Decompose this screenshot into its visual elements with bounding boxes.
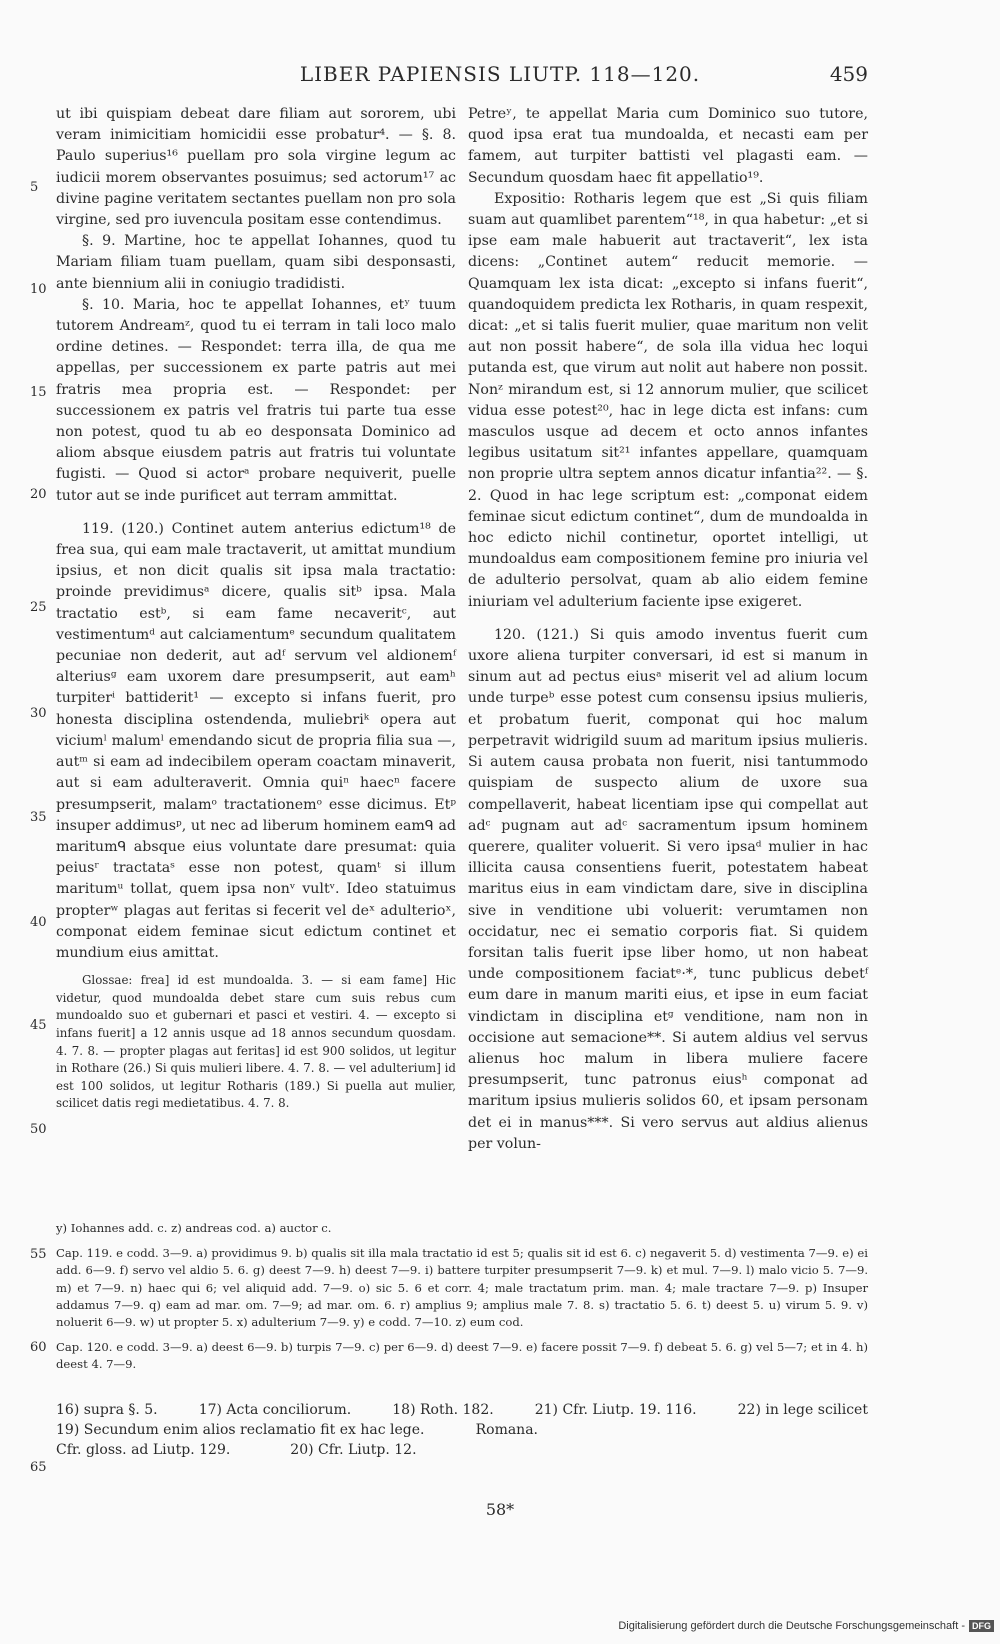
glossa-block: Glossae: frea] id est mundoalda. 3. — si eam fame] Hic videtur, quod mundoalda debet stare cum suis rebus cum mundoaldo suo et gubernari et pasci et vestiri. 4. — excepto si infans fuerit] a 12 annis usque ad 18 annos secundum quosdam. 4. 7. 8. — propter plagas aut feritas] id est 900 solidos, ut legitur in Rothare (26.) Si quis mulieri libere. 4. 7. 8. — vel adulterium] id est 100 solidos, ut legitur Rotharis (189.) Si puella aut mulier, scilicet datis regi medietatibus. 4. 7. 8.	[56, 973, 456, 1111]
footnote-row	[56, 1420, 868, 1440]
paragraph: §. 10. Maria, hoc te appellat Iohannes, etʸ tuum tutorem Andreamᶻ, quod tu ei terram in tali loco malo ordine detines. — Respondet: terra illa, de qua me appellas, per successionem ex parte patris aut mei fratris mea propria est. — Respondet: per successionem ex patris vel fratris tui parte tua esse non potest, quod tu ab eo desponsata Dominico ad aliom absque eiusdem patris aut fratris tui voluntate fugisti. — Quod si actorᵃ probare nequiverit, puelle tutor aut se inde purificet aut terram ammittat.	[56, 296, 456, 504]
running-header	[0, 62, 1000, 92]
line-number: 15	[30, 385, 47, 400]
paragraph: ut ibi quispiam debeat dare filiam aut sororem, ubi veram inimicitiam homicidii esse probatur⁴. — §. 8. Paulo superius¹⁶ puellam pro sola virgine legum ac iudicii morem observantes posuimus; sed actorum¹⁷ ac divine pagine veritatem sectantes puellam non pro sola virgine, sed pro iuvencula positam esse contendimus.	[56, 106, 456, 229]
variant-line: Cap. 119. e codd. 3—9. a) providimus 9. b) qualis sit illa mala tractatio id est 5; qualis sit id est 6. c) negaverit 5. d) vestimenta 7—9. e) ei add. 6—9. f) servo vel aldio 5. 6. g) deest 7—9. h) deest 7—9. i) battere turpiter presumpserit 7—9. k) et mul. 7—9. l) malo vicio 5. 7—9. m) et 7—9. n) haec qui 6; vel aliquid add. 7—9. o) sic 5. 6 et corr. 4; male tractatum prim. man. 4; male tractare 7—9. p) Insuper addamus 7—9. q) eam ad mar. om. 7—9; ad mar. om. 6. r) amplius 9; amplius male 7. 8. s) tractatio 5. 6. t) deest 5. u) virum 5. 9. v) noluerit 6—9. w) ut propter 5. x) adulterium 7—9. y) e codd. 7—10. z) eum cod.	[56, 1246, 868, 1330]
line-number: 35	[30, 810, 47, 825]
line-number: 60	[30, 1340, 47, 1355]
expositio: Expositio: Rotharis legem que est „Si quis filiam suam aut quamlibet parentem“¹⁸, in qua habetur: „et si ipse eam male habuerit aut tractaverit“, lex ista dicens: „Continet autem“ reducit memorie. — Quamquam lex ista dicat: „excepto si infans fuerit“, quandoquidem predicta lex Rotharis, in quam respexit, dicat: „et si talis fuerit mulier, quae maritum non velit aut non possit habere“, de sola illa vidua hec loqui putanda est, que virum aut nolit aut habere non possit. Nonᶻ mirandum est, si 12 annorum mulier, que scilicet vidua esse potest²⁰, hac in lege dicta est infans: cum masculos usque ad decem et octo annos infantes legibus usitatum sit²¹ infantes appellare, quamquam non proprie ultra septem annos dicatur infantia²². — §. 2. Quod in hac lege scriptum est: „componat eidem feminae sicut edictum continet“, dum de mundoalda in hoc edicto nichil continetur, oportet intelligi, ut mundoaldus eam compositionem femine pro iniuria vel de adulterio persolvat, quam ab alio eidem femine iniuriam vel adulterium faciente ipse exigeret.	[468, 190, 868, 610]
right-column	[468, 104, 868, 1155]
line-number: 25	[30, 600, 47, 615]
line-number: 40	[30, 915, 47, 930]
credit-text: Digitalisierung gefördert durch die Deutsche Forschungsgemeinschaft -	[618, 1620, 965, 1632]
chapter-119: 119. (120.) Continet autem anterius edictum¹⁸ de frea sua, qui eam male tractaverit, ut amittat mundium ipsius, et non dicit qualis sit ipsa mala tractatio: proinde previdimusᵃ dicere, qualis sitᵇ ipsa. Mala tractatio estᵇ, si eam fame necaveritᶜ, aut vestimentumᵈ aut calciamentumᵉ secundum qualitatem pecuniae non dederit, aut adᶠ servum vel aldionemᶠ alteriusᵍ eam uxorem dare presumpserit, aut eamʰ turpiterⁱ battiderit¹ — excepto si infans fuerit, pro honesta disciplina ostendenda, muliebriᵏ opera aut viciumˡ malumˡ emendando sicut de propria filia sua —, autᵐ si eam ad indecibilem operam coactam minaverit, aut si eam adulteraverit. Omnia quiⁿ haecⁿ facere presumpserit, malamᵒ tractationemᵒ esse dicimus. Etᵖ insuper addimusᵖ, ut nec ad liberum hominem eamᑫ ad maritumᑫ absque eius voluntate dare presumat: quia peiusʳ tractataˢ esse non potest, quamᵗ si illum maritumᵘ tollat, quem ipsa nonᵛ vultᵛ. Ideo statuimus propterʷ plagas aut feritas si fecerit vel deˣ adulterioˣ, componat eidem feminae sicut edictum continet et mundium eius amittat.	[56, 520, 456, 961]
footnote-row	[56, 1400, 868, 1420]
sheet-signature: 58*	[485, 1500, 515, 1519]
page-number: 459	[829, 62, 868, 86]
footnote: 17) Acta conciliorum.	[198, 1402, 352, 1418]
variant-line: Cap. 120. e codd. 3—9. a) deest 6—9. b) turpis 7—9. c) per 6—9. d) deest 7—9. e) facere possit 7—9. f) debeat 5. 6. g) vel 5—7; et in 4. h) deest 4. 7—9.	[56, 1340, 868, 1372]
footnote: 20) Cfr. Liutp. 12.	[290, 1442, 417, 1458]
line-number: 55	[30, 1247, 47, 1262]
line-number: 65	[30, 1460, 47, 1475]
footnote: 19) Secundum enim alios reclamatio fit ex hac lege.	[56, 1422, 425, 1438]
dfg-logo: DFG	[969, 1620, 994, 1632]
line-number: 5	[30, 180, 39, 195]
footnote: Cfr. gloss. ad Liutp. 129.	[56, 1442, 231, 1458]
chapter-120: 120. (121.) Si quis amodo inventus fuerit cum uxore aliena turpiter conversari, id est si manum in sinum aut ad pectus eiusᵃ miserit vel ad alium locum unde turpeᵇ esse potest cum consensu ipsius mulieris, et probatum fuerit, componat qui hoc malum perpetravit widrigild suum ad maritum ipsius mulieris. Si autem causa probata non fuerit, nisi tantummodo quispiam de suspecto alium de uxore sua compellaverit, habeat licentiam ipse qui compellat aut adᶜ pugnam aut adᶜ sacramentum ipsum hominem querere, qualiter voluerit. Si vero ipsaᵈ mulier in hac illicita causa consentiens fuerit, potestatem habeat maritus eius in eam vindictam dare, sive in disciplina sive in venditione ubi voluerit: verumtamen non occidatur, nec ei sematio corporis fiat. Si quidem forsitan talis fuerit ipse liber homo, ut non habeat unde compositionem faciatᵉ·*, tunc publicus debetᶠ eum dare in manum mariti eius, et ipse in eum faciat vindictam in disciplina etᵍ venditione, nam non in occisione aut semacione**. Si autem aldius vel servus alienus hoc malum in libera muliere facere presumpserit, tunc patronus eiusʰ componat ad maritum ipsius mulieris solidos 60, et ipsam personam det ei in manus***. Si vero servus aut aldius alienus per volun-	[468, 626, 868, 1152]
critical-apparatus	[56, 1220, 868, 1374]
footnote: 22) in lege scilicet	[737, 1402, 868, 1418]
paragraph: §. 9. Martine, hoc te appellat Iohannes, quod tu Mariam filiam tuam puellam, quam sibi desponsasti, ante biennium alii in coniugio tradidisti.	[56, 233, 456, 292]
left-column	[56, 104, 456, 1113]
digitization-credit	[618, 1620, 994, 1632]
footnote: 21) Cfr. Liutp. 19. 116.	[534, 1402, 697, 1418]
line-number: 10	[30, 282, 47, 297]
line-number: 20	[30, 487, 47, 502]
line-number: 45	[30, 1018, 47, 1033]
line-number: 30	[30, 706, 47, 721]
paragraph: Petreʸ, te appellat Maria cum Dominico suo tutore, quod ipsa erat tua mundoalda, et necasti eam per famem, aut turpiter battisti vel plagasti eam. — Secundum quosdam haec fit appellatio¹⁹.	[468, 106, 868, 186]
line-number: 50	[30, 1122, 47, 1137]
footnote-row	[56, 1440, 868, 1460]
variant-line: y) Iohannes add. c. z) andreas cod. a) auctor c.	[56, 1221, 332, 1235]
footnote: 16) supra §. 5.	[56, 1402, 158, 1418]
running-title: LIBER PAPIENSIS LIUTP. 118—120.	[299, 62, 701, 86]
footnote: 18) Roth. 182.	[392, 1402, 494, 1418]
footnote: Romana.	[475, 1422, 538, 1438]
footnotes	[56, 1400, 868, 1460]
